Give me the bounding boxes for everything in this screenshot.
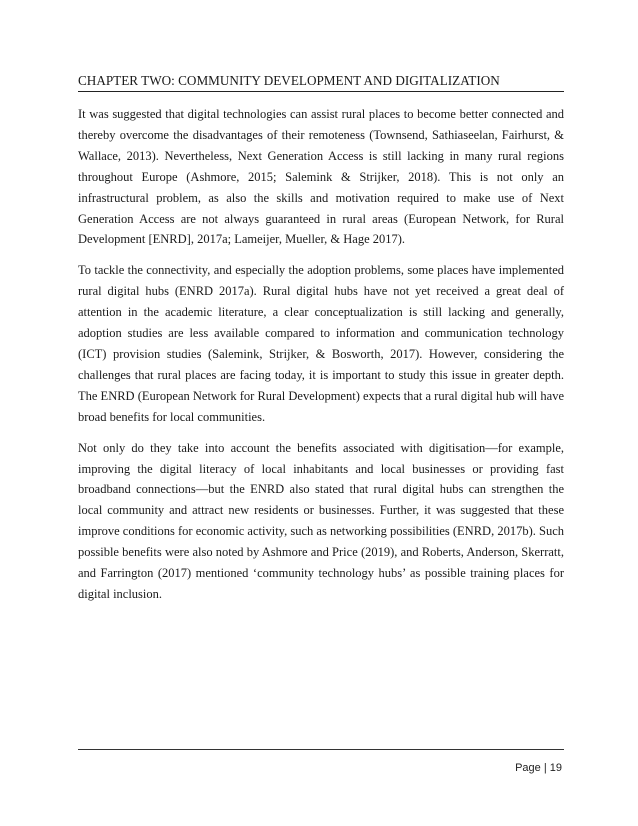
page-number: Page | 19 — [515, 762, 562, 774]
footer-divider — [78, 749, 564, 750]
paragraph-2: To tackle the connectivity, and especially the adoption problems, some places have implemented rural digital hubs (ENRD 2017a). Rural digital hubs have not yet received a great deal of attention in the academic literature, a clear conceptualization is still lacking and generally, adoption studies are less available compared to information and communication technology (ICT) provision studies (Salemink, Strijker, & Bosworth, 2017). However, considering the challenges that rural places are facing today, it is important to study this issue in greater depth. The ENRD (European Network for Rural Development) expects that a rural digital hub will have broad benefits for local communities. — [78, 263, 564, 424]
body-text — [78, 104, 564, 615]
paragraph-1: It was suggested that digital technologies can assist rural places to become better connected and thereby overcome the disadvantages of their remoteness (Townsend, Sathiaseelan, Fairhurst, & Wallace, 2013). Nevertheless, Next Generation Access is still lacking in many rural regions throughout Europe (Ashmore, 2015; Salemink & Strijker, 2018). This is not only an infrastructural problem, as also the skills and motivation required to make use of Next Generation Access are not always guaranteed in rural areas (European Network, for Rural Development [ENRD], 2017a; Lameijer, Mueller, & Hage 2017). — [78, 107, 564, 247]
chapter-heading: CHAPTER TWO: COMMUNITY DEVELOPMENT AND DIGITALIZATION — [78, 72, 564, 92]
paragraph-3: Not only do they take into account the benefits associated with digitisation—for example, improving the digital literacy of local inhabitants and local businesses or providing fast broadband connections—but the ENRD also stated that rural digital hubs can strengthen the local community and attract new residents or businesses. Further, it was suggested that these improve conditions for economic activity, such as networking possibilities (ENRD, 2017b). Such possible benefits were also noted by Ashmore and Price (2019), and Roberts, Anderson, Skerratt, and Farrington (2017) mentioned ‘community technology hubs’ as possible training places for digital inclusion. — [78, 440, 564, 601]
